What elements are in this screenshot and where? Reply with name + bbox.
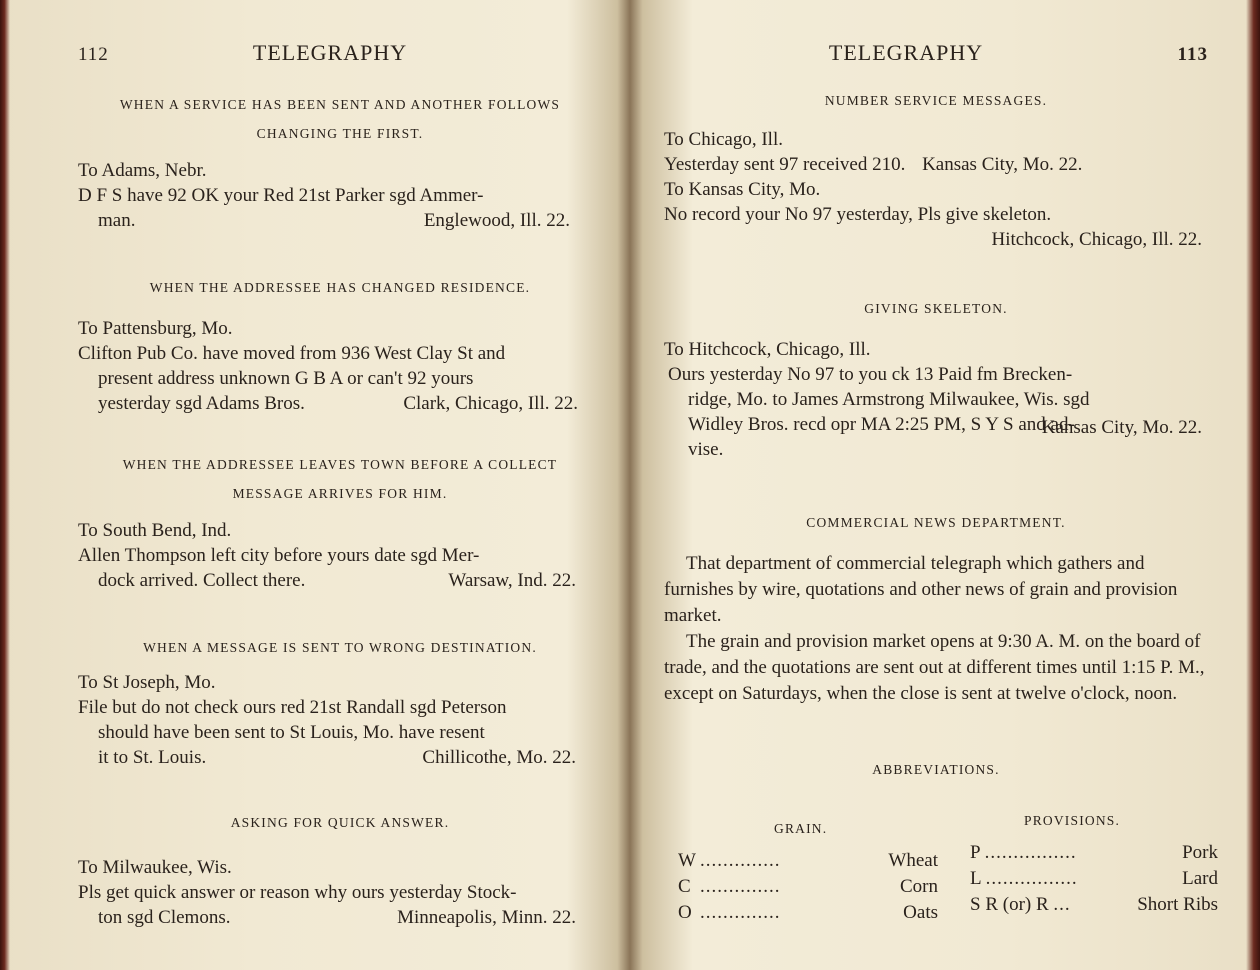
grain-name: Corn bbox=[900, 876, 938, 897]
provisions-column-heading: PROVISIONS. bbox=[1024, 813, 1121, 828]
message-signature: Minneapolis, Minn. 22. bbox=[397, 907, 576, 928]
paragraph: The grain and provision market opens at 9:30 A. M. on the board of trade, and the quotations are sent out at different times until 1:15 P. M., except on Saturdays, when the close is sent at twelve o'clock, noon. bbox=[664, 631, 1205, 704]
message-body: D F S have 92 OK your Red 21st Parker sgd Ammer- man. Englewood, Ill. 22. bbox=[78, 185, 570, 231]
section-heading: WHEN A SERVICE HAS BEEN SENT AND ANOTHER FOLLOWS CHANGING THE FIRST. bbox=[119, 97, 561, 141]
grain-code: W bbox=[678, 850, 696, 871]
message-body: Allen Thompson left city before yours date sgd Mer- dock arrived. Collect there. Warsaw, Ind. 22. bbox=[78, 545, 576, 591]
message-signature: Chillicothe, Mo. 22. bbox=[422, 747, 576, 768]
message-signature: Hitchcock, Chicago, Ill. 22. bbox=[991, 229, 1202, 250]
message-address: To Adams, Nebr. bbox=[78, 160, 207, 181]
message-line: No record your No 97 yesterday, Pls give skeleton. bbox=[664, 204, 1052, 225]
running-title: TELEGRAPHY bbox=[252, 40, 408, 65]
section-quick-answer bbox=[78, 808, 602, 930]
section-heading: ABBREVIATIONS. bbox=[872, 762, 1000, 777]
abbreviation-row: C .............. Corn L ................ Lard bbox=[678, 874, 1208, 900]
grain-name: Wheat bbox=[888, 850, 938, 871]
left-page bbox=[0, 0, 628, 970]
message-signature: Clark, Chicago, Ill. 22. bbox=[403, 393, 578, 414]
section-heading: WHEN A MESSAGE IS SENT TO WRONG DESTINATION. bbox=[143, 640, 537, 655]
provision-name: Short Ribs bbox=[1137, 894, 1218, 915]
right-running-head bbox=[664, 38, 1208, 68]
message-address: To Hitchcock, Chicago, Ill. bbox=[664, 339, 871, 360]
message-body: Ours yesterday No 97 to you ck 13 Paid fm Brecken- ridge, Mo. to James Armstrong Milwaukee, Wis. sgd Widley Bros. recd opr MA 2:25 PM, S Y S and ad- vise. Kansas City, Mo. 22. bbox=[668, 364, 1202, 460]
left-running-head bbox=[78, 38, 602, 68]
grain-code: O bbox=[678, 902, 692, 923]
message-address: To South Bend, Ind. bbox=[78, 520, 232, 541]
grain-code: C bbox=[678, 876, 691, 897]
right-page bbox=[632, 0, 1260, 970]
section-wrong-destination bbox=[78, 633, 602, 770]
message-line: Yesterday sent 97 received 210. Kansas City, Mo. 22. bbox=[664, 154, 1083, 175]
abbreviations-table bbox=[664, 784, 1218, 923]
paragraph: That department of commercial telegraph which gathers and furnishes by wire, quotations and other news of grain and provision market. bbox=[664, 553, 1178, 626]
section-changed-residence bbox=[78, 273, 602, 416]
section-heading: GIVING SKELETON. bbox=[864, 301, 1008, 316]
running-title: TELEGRAPHY bbox=[828, 40, 984, 65]
message-signature: Kansas City, Mo. 22. bbox=[1041, 417, 1202, 438]
page-number: 113 bbox=[1177, 44, 1208, 65]
provision-code: S R (or) R bbox=[970, 894, 1049, 915]
message-address: To Pattensburg, Mo. bbox=[78, 318, 233, 339]
grain-name: Oats bbox=[903, 902, 938, 923]
message-signature: Warsaw, Ind. 22. bbox=[448, 570, 576, 591]
abbreviation-row: O .............. Oats S R (or) R ... Short Ribs bbox=[678, 900, 1208, 926]
message-line: To Chicago, Ill. bbox=[664, 129, 783, 150]
message-body: Pls get quick answer or reason why ours yesterday Stock- ton sgd Clemons. Minneapolis, Minn. 22. bbox=[78, 882, 576, 928]
section-heading: COMMERCIAL NEWS DEPARTMENT. bbox=[806, 515, 1066, 530]
section-heading: WHEN THE ADDRESSEE LEAVES TOWN BEFORE A COLLECT MESSAGE ARRIVES FOR HIM. bbox=[122, 457, 558, 501]
provision-name: Lard bbox=[1182, 868, 1218, 889]
message-body: Clifton Pub Co. have moved from 936 West Clay St and present address unknown G B A or can't 92 yours yesterday sgd Adams Bros. Clark, Chicago, Ill. 22. bbox=[78, 343, 578, 414]
page-number: 112 bbox=[78, 44, 109, 65]
provision-code: L bbox=[970, 868, 981, 889]
provision-name: Pork bbox=[1182, 842, 1218, 863]
section-heading: ASKING FOR QUICK ANSWER. bbox=[230, 815, 450, 830]
message-line: To Kansas City, Mo. bbox=[664, 179, 821, 200]
section-abbreviations bbox=[664, 755, 1218, 923]
message-address: To St Joseph, Mo. bbox=[78, 672, 216, 693]
provision-code: P bbox=[970, 842, 980, 863]
grain-column-heading: GRAIN. bbox=[774, 821, 828, 836]
message-signature: Kansas City, Mo. 22. bbox=[922, 154, 1083, 175]
section-service-follows bbox=[78, 90, 602, 233]
section-giving-skeleton bbox=[664, 294, 1208, 462]
message-signature: Englewood, Ill. 22. bbox=[423, 210, 570, 231]
message-body: File but do not check ours red 21st Randall sgd Peterson should have been sent to St Louis, Mo. have resent it to St. Louis. Chillicothe, Mo. 22. bbox=[78, 697, 576, 768]
abbreviation-row: W .............. Wheat P ................ Pork bbox=[678, 848, 1208, 874]
section-heading: NUMBER SERVICE MESSAGES. bbox=[824, 93, 1048, 108]
section-heading: WHEN THE ADDRESSEE HAS CHANGED RESIDENCE. bbox=[149, 280, 531, 295]
section-leaves-town bbox=[78, 450, 602, 593]
section-number-service bbox=[664, 86, 1208, 252]
section-commercial-news bbox=[664, 508, 1208, 707]
message-address: To Milwaukee, Wis. bbox=[78, 857, 232, 878]
